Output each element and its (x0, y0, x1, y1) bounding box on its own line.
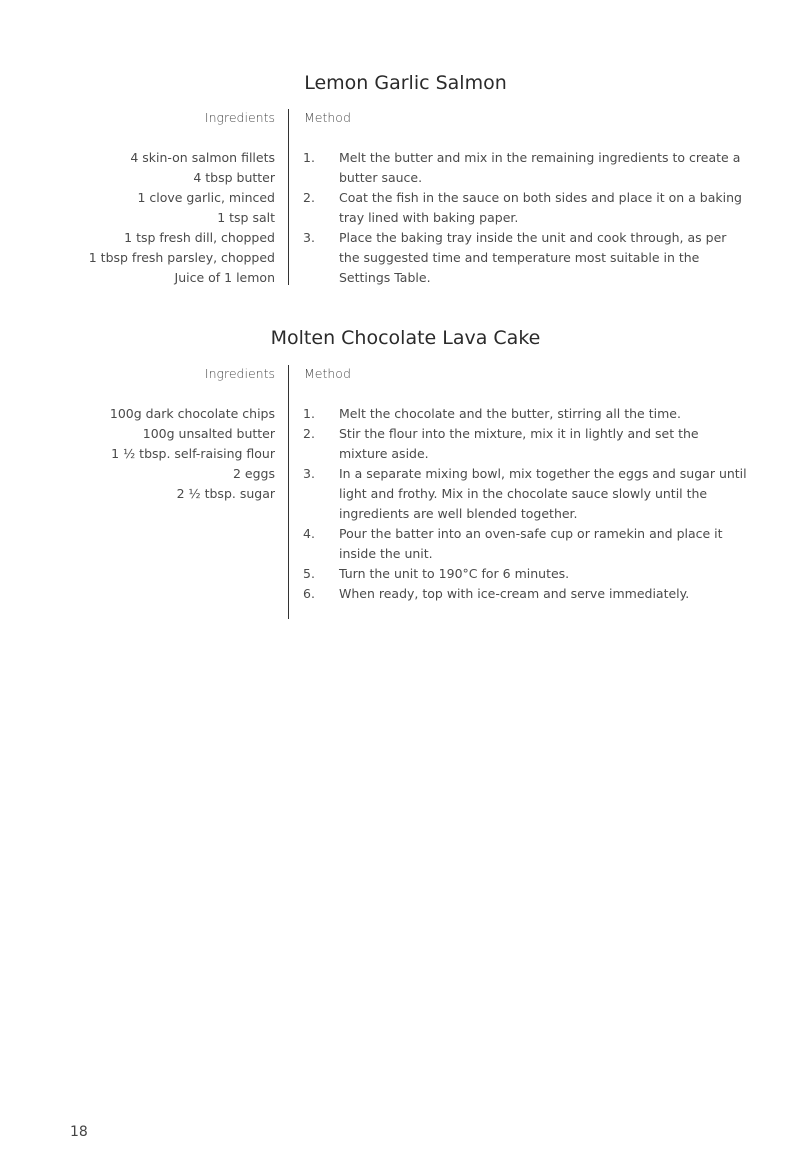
ingredients-list (89, 148, 275, 288)
ingredient-item: 4 skin-on salmon fillets (130, 150, 275, 165)
step-number: 1. (303, 406, 315, 421)
method-step (303, 464, 748, 524)
step-text: Melt the butter and mix in the remaining ingredients to create a butter sauce. (339, 150, 741, 185)
method-step (303, 404, 748, 424)
ingredient-item: 1 ½ tbsp. self-raising flour (111, 446, 275, 461)
ingredient-item: 100g unsalted butter (142, 426, 275, 441)
method-heading: Method (304, 366, 351, 381)
step-text: Pour the batter into an oven-safe cup or ramekin and place it inside the unit. (339, 526, 723, 561)
method-step (303, 228, 748, 288)
column-divider (288, 109, 289, 285)
step-number: 3. (303, 466, 315, 481)
step-number: 3. (303, 230, 315, 245)
ingredients-list (110, 404, 275, 504)
step-number: 2. (303, 426, 315, 441)
step-number: 5. (303, 566, 315, 581)
method-step (303, 424, 748, 464)
method-steps (303, 404, 748, 604)
ingredients-heading: Ingredients (204, 366, 275, 381)
ingredient-item: Juice of 1 lemon (174, 270, 275, 285)
method-step (303, 584, 748, 604)
step-text: Coat the fish in the sauce on both sides and place it on a baking tray lined with baking paper. (339, 190, 742, 225)
step-text: Turn the unit to 190°C for 6 minutes. (339, 566, 570, 581)
step-number: 4. (303, 526, 315, 541)
ingredients-heading: Ingredients (204, 110, 275, 125)
ingredient-item: 4 tbsp butter (193, 170, 275, 185)
method-step (303, 188, 748, 228)
page-number: 18 (70, 1124, 88, 1140)
method-steps (303, 148, 748, 288)
ingredient-item: 1 tsp salt (217, 210, 275, 225)
ingredient-item: 2 ½ tbsp. sugar (176, 486, 275, 501)
method-step (303, 564, 748, 584)
step-text: In a separate mixing bowl, mix together the eggs and sugar until light and frothy. Mix in the chocolate sauce slowly until the ingredients are well blended together. (339, 466, 747, 521)
method-heading: Method (304, 110, 351, 125)
step-text: Place the baking tray inside the unit and cook through, as per the suggested time and temperature most suitable in the Settings Table. (339, 230, 727, 285)
ingredient-item: 1 clove garlic, minced (137, 190, 275, 205)
ingredient-item: 1 tsp fresh dill, chopped (124, 230, 275, 245)
ingredient-item: 1 tbsp fresh parsley, chopped (88, 250, 275, 265)
ingredient-item: 100g dark chocolate chips (109, 406, 275, 421)
recipe-title: Molten Chocolate Lava Cake (270, 327, 541, 349)
method-step (303, 148, 748, 188)
step-number: 1. (303, 150, 315, 165)
recipe-title: Lemon Garlic Salmon (304, 72, 507, 94)
step-text: Melt the chocolate and the butter, stirring all the time. (339, 406, 681, 421)
step-text: Stir the flour into the mixture, mix it in lightly and set the mixture aside. (339, 426, 699, 461)
ingredient-item: 2 eggs (233, 466, 275, 481)
step-number: 2. (303, 190, 315, 205)
step-number: 6. (303, 586, 315, 601)
column-divider (288, 365, 289, 619)
method-step (303, 524, 748, 564)
step-text: When ready, top with ice-cream and serve immediately. (339, 586, 690, 601)
